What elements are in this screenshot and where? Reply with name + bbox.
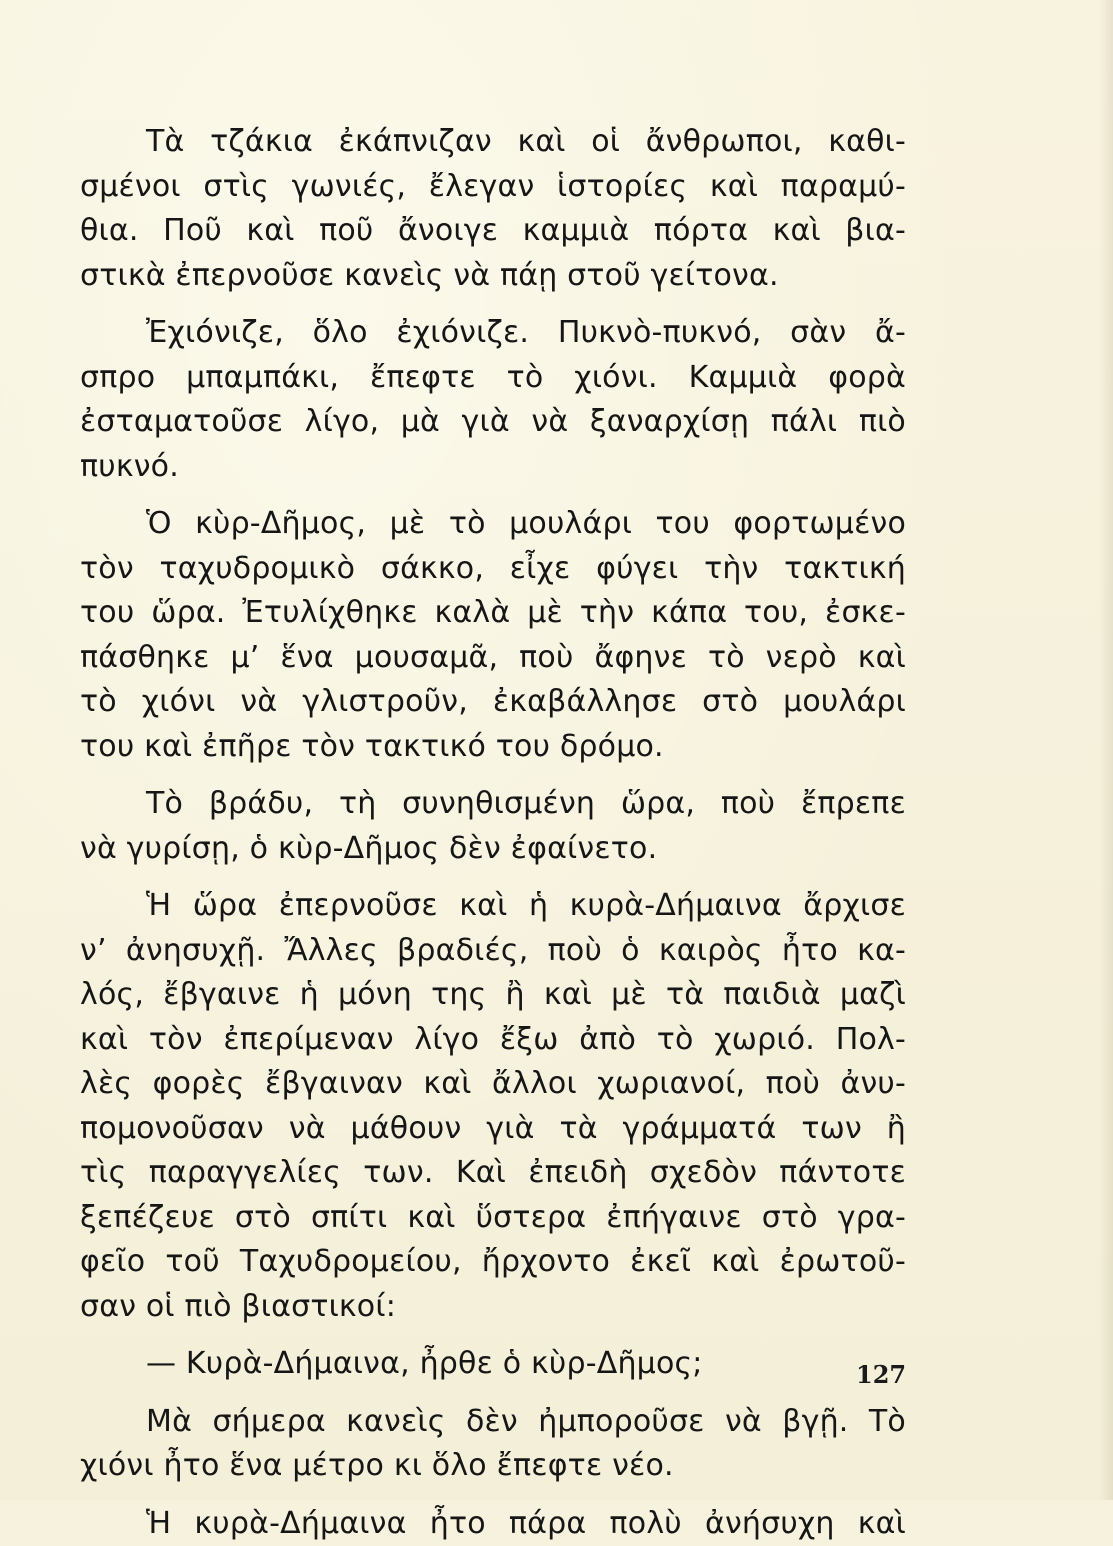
text-line: χιόνι ἦτο ἕνα μέτρο κι ὅλο ἔπεφτε νέο.: [80, 1444, 906, 1489]
paragraph-gap: [80, 1387, 906, 1400]
text-line: ἐσταματοῦσε λίγο, μὰ γιὰ νὰ ξαναρχίσῃ πάλι πιὸ: [80, 400, 906, 445]
page-edge-shadow: [1099, 0, 1113, 1500]
paragraph-gap: [80, 298, 906, 311]
dialogue-line: — Κυρὰ-Δήμαινα, ἦρθε ὁ κὺρ-Δῆμος;: [80, 1342, 906, 1387]
text-line: ν’ ἀνησυχῇ. Ἄλλες βραδιές, ποὺ ὁ καιρὸς ἦτο κα-: [80, 929, 906, 974]
text-line: σαν οἱ πιὸ βιαστικοί:: [80, 1285, 906, 1330]
text-line: Τὰ τζάκια ἐκάπνιζαν καὶ οἱ ἄνθρωποι, καθι-: [80, 120, 906, 165]
page-text: [80, 120, 906, 1546]
text-line: σπρο μπαμπάκι, ἔπεφτε τὸ χιόνι. Καμμιὰ φορὰ: [80, 356, 906, 401]
text-line: στικὰ ἐπερνοῦσε κανεὶς νὰ πάῃ στοῦ γείτονα.: [80, 254, 906, 299]
text-line: λός, ἔβγαινε ἡ μόνη της ἢ καὶ μὲ τὰ παιδιὰ μαζὶ: [80, 973, 906, 1018]
text-line: λὲς φορὲς ἔβγαιναν καὶ ἄλλοι χωριανοί, ποὺ ἀνυ-: [80, 1062, 906, 1107]
text-line: πυκνό.: [80, 445, 906, 490]
paragraph-gap: [80, 489, 906, 502]
text-line: φεῖο τοῦ Ταχυδρομείου, ἤρχοντο ἐκεῖ καὶ ἐρωτοῦ-: [80, 1240, 906, 1285]
text-line: τὸ χιόνι νὰ γλιστροῦν, ἐκαβάλλησε στὸ μουλάρι: [80, 680, 906, 725]
paragraph-gap: [80, 769, 906, 782]
text-line: Ἐχιόνιζε, ὅλο ἐχιόνιζε. Πυκνὸ-πυκνό, σὰν ἄ-: [80, 311, 906, 356]
text-line: τὶς παραγγελίες των. Καὶ ἐπειδὴ σχεδὸν πάντοτε: [80, 1151, 906, 1196]
text-line: του ὥρα. Ἐτυλίχθηκε καλὰ μὲ τὴν κάπα του, ἐσκε-: [80, 591, 906, 636]
paragraph-gap: [80, 871, 906, 884]
text-line: του καὶ ἐπῆρε τὸν τακτικό του δρόμο.: [80, 725, 906, 770]
text-line: Ἡ ὥρα ἐπερνοῦσε καὶ ἡ κυρὰ-Δήμαινα ἄρχισε: [80, 884, 906, 929]
text-line: Ὁ κὺρ-Δῆμος, μὲ τὸ μουλάρι του φορτωμένο: [80, 502, 906, 547]
text-line: Μὰ σήμερα κανεὶς δὲν ἠμποροῦσε νὰ βγῇ. Τὸ: [80, 1400, 906, 1445]
text-line: τὸν ταχυδρομικὸ σάκκο, εἶχε φύγει τὴν τακτική: [80, 547, 906, 592]
text-line: νὰ γυρίσῃ, ὁ κὺρ-Δῆμος δὲν ἐφαίνετο.: [80, 827, 906, 872]
text-line: καὶ τὸν ἐπερίμεναν λίγο ἔξω ἀπὸ τὸ χωριό. Πολ-: [80, 1018, 906, 1063]
text-line: σμένοι στὶς γωνιές, ἔλεγαν ἱστορίες καὶ παραμύ-: [80, 165, 906, 210]
text-line: πομονοῦσαν νὰ μάθουν γιὰ τὰ γράμματά των ἢ: [80, 1107, 906, 1152]
text-line: Τὸ βράδυ, τὴ συνηθισμένη ὥρα, ποὺ ἔπρεπε: [80, 782, 906, 827]
text-line: πάσθηκε μ’ ἕνα μουσαμᾶ, ποὺ ἄφηνε τὸ νερὸ καὶ: [80, 636, 906, 681]
paragraph-gap: [80, 1329, 906, 1342]
text-line: θια. Ποῦ καὶ ποῦ ἄνοιγε καμμιὰ πόρτα καὶ βια-: [80, 209, 906, 254]
text-line: Ἡ κυρὰ-Δήμαινα ἦτο πάρα πολὺ ἀνήσυχη καὶ: [80, 1502, 906, 1546]
page-number: 127: [856, 1360, 906, 1389]
text-line: ξεπέζευε στὸ σπίτι καὶ ὕστερα ἐπήγαινε στὸ γρα-: [80, 1196, 906, 1241]
